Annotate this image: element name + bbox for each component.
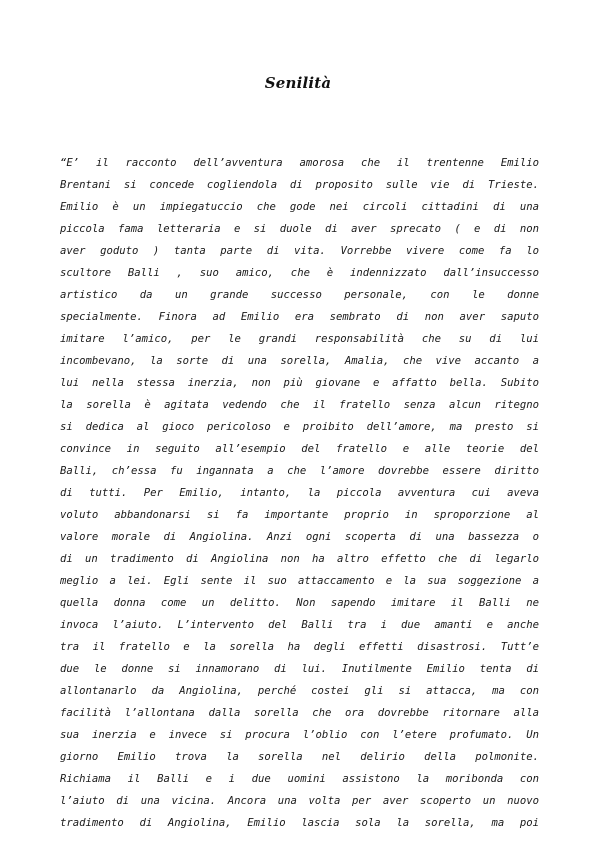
document-body bbox=[60, 152, 539, 834]
body-line: imitare l’amico, per le grandi responsabilità che su di lui bbox=[60, 333, 539, 345]
body-line: facilità l’allontana dalla sorella che ora dovrebbe ritornare alla bbox=[60, 707, 539, 719]
body-line: invoca l’aiuto. L’intervento del Balli tra i due amanti e anche bbox=[60, 619, 539, 631]
body-line: Balli, ch’essa fu ingannata a che l’amore dovrebbe essere diritto bbox=[60, 465, 539, 477]
body-line: Brentani si concede cogliendola di proposito sulle vie di Trieste. bbox=[60, 179, 539, 191]
body-line: convince in seguito all’esempio del fratello e alle teorie del bbox=[60, 443, 539, 455]
body-line: specialmente. Finora ad Emilio era sembrato di non aver saputo bbox=[60, 311, 539, 323]
body-line: aver goduto ) tanta parte di vita. Vorrebbe vivere come fa lo bbox=[60, 245, 539, 257]
body-line: “E’ il racconto dell’avventura amorosa che il trentenne Emilio bbox=[60, 157, 539, 169]
body-line: di un tradimento di Angiolina non ha altro effetto che di legarlo bbox=[60, 553, 539, 565]
body-line: Richiama il Balli e i due uomini assistono la moribonda con bbox=[60, 773, 539, 785]
body-line: di tutti. Per Emilio, intanto, la piccola avventura cui aveva bbox=[60, 487, 539, 499]
body-line: piccola fama letteraria e si duole di aver sprecato ( e di non bbox=[60, 223, 539, 235]
body-line: tradimento di Angiolina, Emilio lascia sola la sorella, ma poi bbox=[60, 817, 539, 829]
body-line: meglio a lei. Egli sente il suo attaccamento e la sua soggezione a bbox=[60, 575, 539, 587]
body-line: scultore Balli , suo amico, che è indennizzato dall’insuccesso bbox=[60, 267, 539, 279]
body-line: lui nella stessa inerzia, non più giovane e affatto bella. Subito bbox=[60, 377, 539, 389]
body-line: voluto abbandonarsi si fa importante proprio in sproporzione al bbox=[60, 509, 539, 521]
body-line: sua inerzia e invece si procura l’oblio con l’etere profumato. Un bbox=[60, 729, 539, 741]
body-line: artistico da un grande successo personale, con le donne bbox=[60, 289, 539, 301]
body-line: tra il fratello e la sorella ha degli effetti disastrosi. Tutt’e bbox=[60, 641, 539, 653]
body-line: due le donne si innamorano di lui. Inutilmente Emilio tenta di bbox=[60, 663, 539, 675]
body-line: quella donna come un delitto. Non sapendo imitare il Balli ne bbox=[60, 597, 539, 609]
body-line: la sorella è agitata vedendo che il fratello senza alcun ritegno bbox=[60, 399, 539, 411]
body-line: si dedica al gioco pericoloso e proibito dell’amore, ma presto si bbox=[60, 421, 539, 433]
body-line: l’aiuto di una vicina. Ancora una volta per aver scoperto un nuovo bbox=[60, 795, 539, 807]
body-line: incombevano, la sorte di una sorella, Amalia, che vive accanto a bbox=[60, 355, 539, 367]
body-line: Emilio è un impiegatuccio che gode nei circoli cittadini di una bbox=[60, 201, 539, 213]
body-line: allontanarlo da Angiolina, perché costei gli si attacca, ma con bbox=[60, 685, 539, 697]
document-title: Senilità bbox=[264, 74, 332, 92]
body-line: valore morale di Angiolina. Anzi ogni scoperta di una bassezza o bbox=[60, 531, 539, 543]
body-line: giorno Emilio trova la sorella nel delirio della polmonite. bbox=[60, 751, 539, 763]
